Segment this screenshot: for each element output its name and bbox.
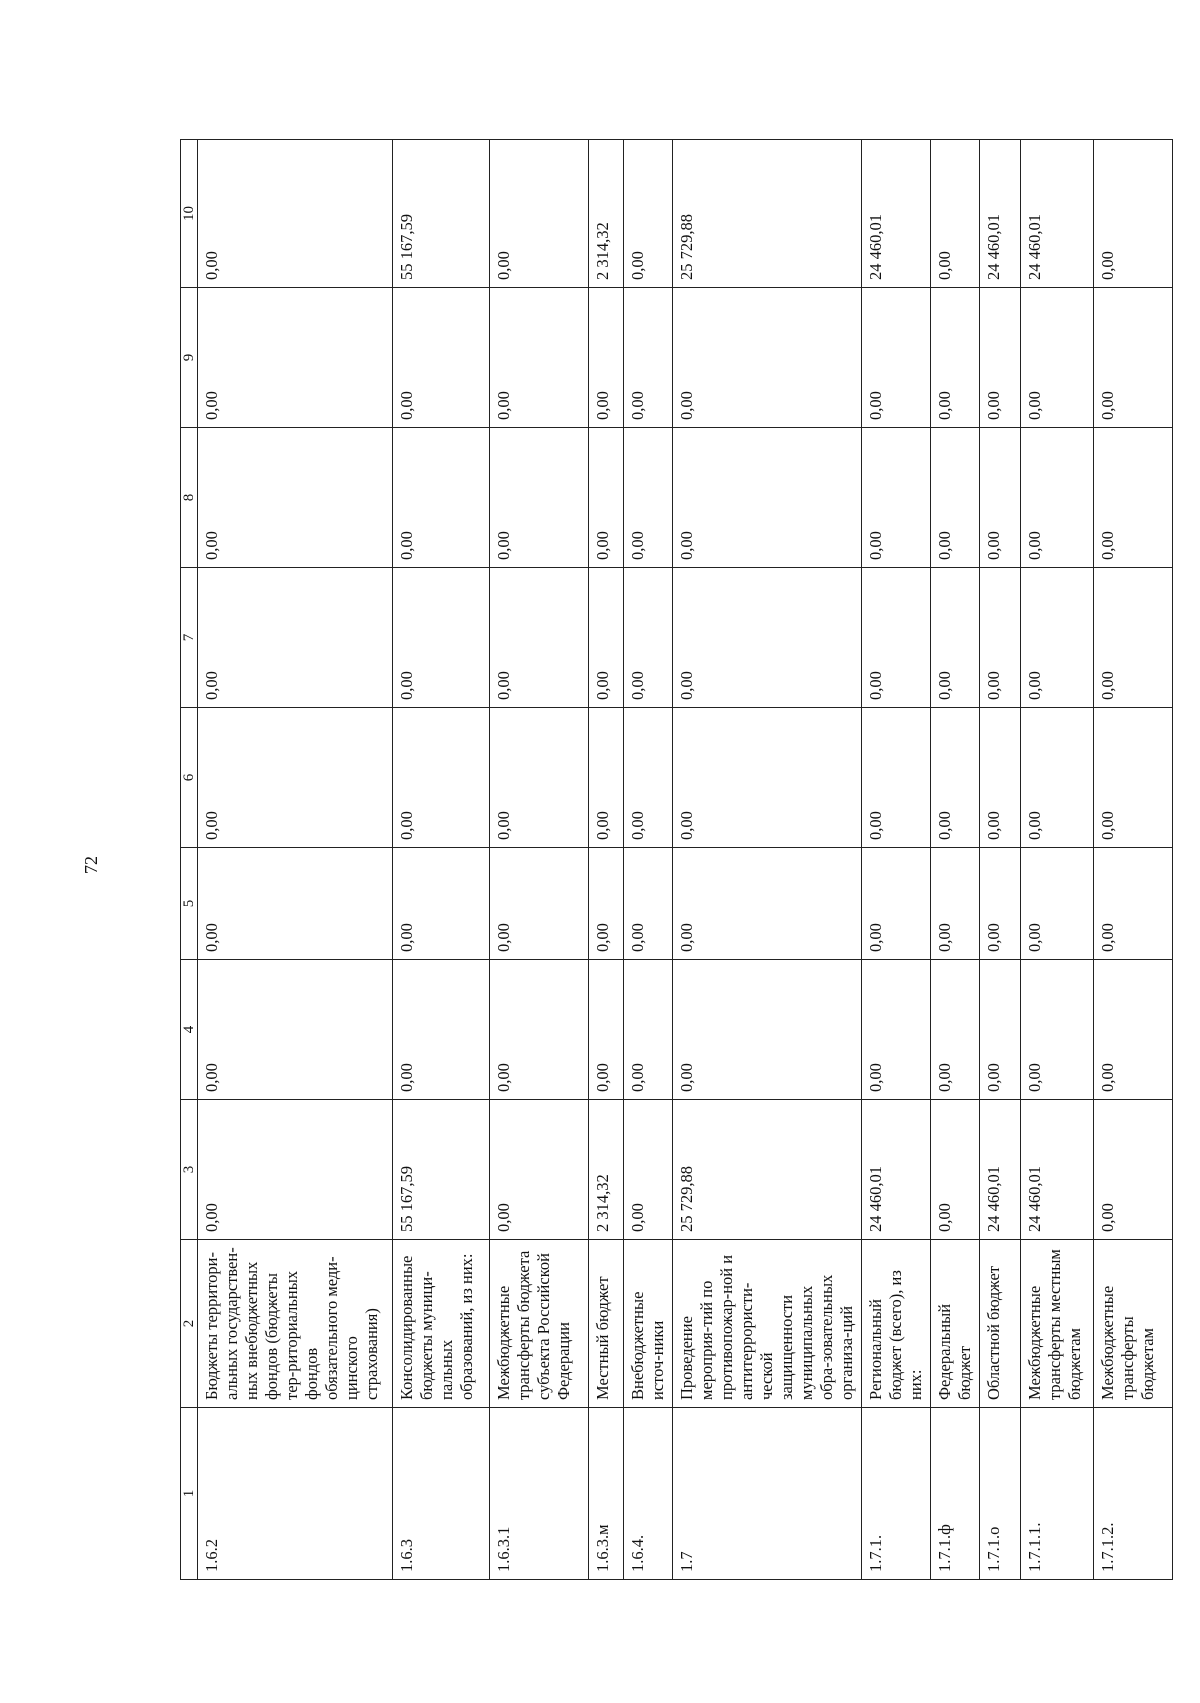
value-cell-col-6: 0,00 <box>624 708 673 848</box>
header-cell-col-1: 1 <box>181 1408 198 1580</box>
value-cell-col-10: 0,00 <box>931 140 980 288</box>
table-row <box>673 140 862 1580</box>
value-cell-col-9: 0,00 <box>980 288 1021 428</box>
value-cell-col-10: 24 460,01 <box>980 140 1021 288</box>
value-cell-col-3: 24 460,01 <box>980 1100 1021 1240</box>
value-cell-col-8: 0,00 <box>490 428 589 568</box>
row-description-cell: Проведение мероприя-тий по противопожар-ной и антитеррористи-ческой защищенности муниципальных обра-зовательных организа-ций <box>673 1240 862 1408</box>
value-cell-col-6: 0,00 <box>931 708 980 848</box>
value-cell-col-3: 0,00 <box>931 1100 980 1240</box>
table-row <box>931 140 980 1580</box>
value-cell-col-3: 0,00 <box>490 1100 589 1240</box>
table-body <box>181 140 1173 1580</box>
header-cell-col-10: 10 <box>181 140 198 288</box>
value-cell-col-5: 0,00 <box>393 848 490 960</box>
value-cell-col-10: 55 167,59 <box>393 140 490 288</box>
value-cell-col-10: 2 314,32 <box>589 140 624 288</box>
value-cell-col-4: 0,00 <box>624 960 673 1100</box>
row-code-cell: 1.6.3 <box>393 1408 490 1580</box>
value-cell-col-7: 0,00 <box>931 568 980 708</box>
value-cell-col-5: 0,00 <box>1094 848 1173 960</box>
table-row <box>393 140 490 1580</box>
row-description-cell: Местный бюджет <box>589 1240 624 1408</box>
row-code-cell: 1.7 <box>673 1408 862 1580</box>
value-cell-col-3: 24 460,01 <box>862 1100 931 1240</box>
value-cell-col-7: 0,00 <box>490 568 589 708</box>
value-cell-col-9: 0,00 <box>490 288 589 428</box>
value-cell-col-10: 0,00 <box>1094 140 1173 288</box>
table-row <box>198 140 393 1580</box>
table-row <box>589 140 624 1580</box>
value-cell-col-4: 0,00 <box>980 960 1021 1100</box>
value-cell-col-9: 0,00 <box>1094 288 1173 428</box>
value-cell-col-10: 24 460,01 <box>1021 140 1094 288</box>
row-code-cell: 1.6.4. <box>624 1408 673 1580</box>
header-cell-col-4: 4 <box>181 960 198 1100</box>
value-cell-col-7: 0,00 <box>624 568 673 708</box>
value-cell-col-5: 0,00 <box>490 848 589 960</box>
header-cell-col-9: 9 <box>181 288 198 428</box>
value-cell-col-8: 0,00 <box>1021 428 1094 568</box>
value-cell-col-3: 55 167,59 <box>393 1100 490 1240</box>
value-cell-col-6: 0,00 <box>1021 708 1094 848</box>
value-cell-col-3: 2 314,32 <box>589 1100 624 1240</box>
value-cell-col-4: 0,00 <box>673 960 862 1100</box>
value-cell-col-4: 0,00 <box>931 960 980 1100</box>
row-description-cell: Бюджеты территори-альных государствен-ных внебюджетных фондов (бюджеты тер-риториальных фондов обязательного меди-цинского страхования) <box>198 1240 393 1408</box>
value-cell-col-6: 0,00 <box>393 708 490 848</box>
value-cell-col-4: 0,00 <box>862 960 931 1100</box>
value-cell-col-6: 0,00 <box>980 708 1021 848</box>
value-cell-col-6: 0,00 <box>862 708 931 848</box>
value-cell-col-8: 0,00 <box>589 428 624 568</box>
value-cell-col-9: 0,00 <box>673 288 862 428</box>
value-cell-col-10: 0,00 <box>490 140 589 288</box>
header-cell-col-5: 5 <box>181 848 198 960</box>
value-cell-col-9: 0,00 <box>198 288 393 428</box>
table-row <box>490 140 589 1580</box>
value-cell-col-6: 0,00 <box>1094 708 1173 848</box>
value-cell-col-8: 0,00 <box>1094 428 1173 568</box>
value-cell-col-9: 0,00 <box>589 288 624 428</box>
value-cell-col-5: 0,00 <box>1021 848 1094 960</box>
value-cell-col-9: 0,00 <box>624 288 673 428</box>
table-row <box>624 140 673 1580</box>
value-cell-col-6: 0,00 <box>198 708 393 848</box>
value-cell-col-5: 0,00 <box>589 848 624 960</box>
value-cell-col-10: 0,00 <box>198 140 393 288</box>
value-cell-col-8: 0,00 <box>198 428 393 568</box>
value-cell-col-6: 0,00 <box>490 708 589 848</box>
value-cell-col-3: 0,00 <box>198 1100 393 1240</box>
value-cell-col-7: 0,00 <box>589 568 624 708</box>
rotated-table-container <box>180 140 1157 1580</box>
row-description-cell: Федеральный бюджет <box>931 1240 980 1408</box>
row-code-cell: 1.7.1.о <box>980 1408 1021 1580</box>
value-cell-col-8: 0,00 <box>673 428 862 568</box>
value-cell-col-5: 0,00 <box>931 848 980 960</box>
row-description-cell: Внебюджетные источ-ники <box>624 1240 673 1408</box>
header-cell-col-6: 6 <box>181 708 198 848</box>
value-cell-col-7: 0,00 <box>393 568 490 708</box>
value-cell-col-10: 0,00 <box>624 140 673 288</box>
value-cell-col-4: 0,00 <box>198 960 393 1100</box>
value-cell-col-9: 0,00 <box>862 288 931 428</box>
value-cell-col-3: 0,00 <box>624 1100 673 1240</box>
value-cell-col-4: 0,00 <box>589 960 624 1100</box>
budget-table <box>180 139 1173 1580</box>
value-cell-col-8: 0,00 <box>393 428 490 568</box>
table-row <box>980 140 1021 1580</box>
page-number: 72 <box>81 856 101 874</box>
row-code-cell: 1.7.1.2. <box>1094 1408 1173 1580</box>
value-cell-col-10: 25 729,88 <box>673 140 862 288</box>
row-code-cell: 1.7.1.ф <box>931 1408 980 1580</box>
value-cell-col-3: 24 460,01 <box>1021 1100 1094 1240</box>
value-cell-col-7: 0,00 <box>198 568 393 708</box>
table-row <box>1094 140 1173 1580</box>
header-row <box>181 140 198 1580</box>
value-cell-col-5: 0,00 <box>673 848 862 960</box>
value-cell-col-9: 0,00 <box>1021 288 1094 428</box>
row-description-cell: Региональный бюджет (всего), из них: <box>862 1240 931 1408</box>
row-description-cell: Областной бюджет <box>980 1240 1021 1408</box>
value-cell-col-4: 0,00 <box>393 960 490 1100</box>
row-code-cell: 1.6.3.м <box>589 1408 624 1580</box>
value-cell-col-6: 0,00 <box>673 708 862 848</box>
row-code-cell: 1.7.1. <box>862 1408 931 1580</box>
value-cell-col-5: 0,00 <box>980 848 1021 960</box>
value-cell-col-7: 0,00 <box>862 568 931 708</box>
value-cell-col-7: 0,00 <box>673 568 862 708</box>
row-code-cell: 1.7.1.1. <box>1021 1408 1094 1580</box>
value-cell-col-3: 0,00 <box>1094 1100 1173 1240</box>
value-cell-col-5: 0,00 <box>624 848 673 960</box>
value-cell-col-8: 0,00 <box>624 428 673 568</box>
row-description-cell: Межбюджетные трансферты местным бюджетам <box>1021 1240 1094 1408</box>
row-description-cell: Межбюджетные трансферты бюджета субъекта Российской Федерации <box>490 1240 589 1408</box>
row-description-cell: Консолидированные бюджеты муници-пальных образований, из них: <box>393 1240 490 1408</box>
value-cell-col-5: 0,00 <box>198 848 393 960</box>
value-cell-col-9: 0,00 <box>931 288 980 428</box>
value-cell-col-7: 0,00 <box>980 568 1021 708</box>
value-cell-col-6: 0,00 <box>589 708 624 848</box>
row-code-cell: 1.6.3.1 <box>490 1408 589 1580</box>
table-row <box>1021 140 1094 1580</box>
value-cell-col-9: 0,00 <box>393 288 490 428</box>
header-cell-col-3: 3 <box>181 1100 198 1240</box>
value-cell-col-8: 0,00 <box>980 428 1021 568</box>
value-cell-col-5: 0,00 <box>862 848 931 960</box>
header-cell-col-2: 2 <box>181 1240 198 1408</box>
header-cell-col-8: 8 <box>181 428 198 568</box>
value-cell-col-4: 0,00 <box>1021 960 1094 1100</box>
value-cell-col-7: 0,00 <box>1021 568 1094 708</box>
row-description-cell: Межбюджетные трансферты бюджетам <box>1094 1240 1173 1408</box>
value-cell-col-4: 0,00 <box>490 960 589 1100</box>
table-row <box>862 140 931 1580</box>
row-code-cell: 1.6.2 <box>198 1408 393 1580</box>
value-cell-col-10: 24 460,01 <box>862 140 931 288</box>
value-cell-col-7: 0,00 <box>1094 568 1173 708</box>
value-cell-col-4: 0,00 <box>1094 960 1173 1100</box>
value-cell-col-8: 0,00 <box>931 428 980 568</box>
header-cell-col-7: 7 <box>181 568 198 708</box>
value-cell-col-3: 25 729,88 <box>673 1100 862 1240</box>
value-cell-col-8: 0,00 <box>862 428 931 568</box>
